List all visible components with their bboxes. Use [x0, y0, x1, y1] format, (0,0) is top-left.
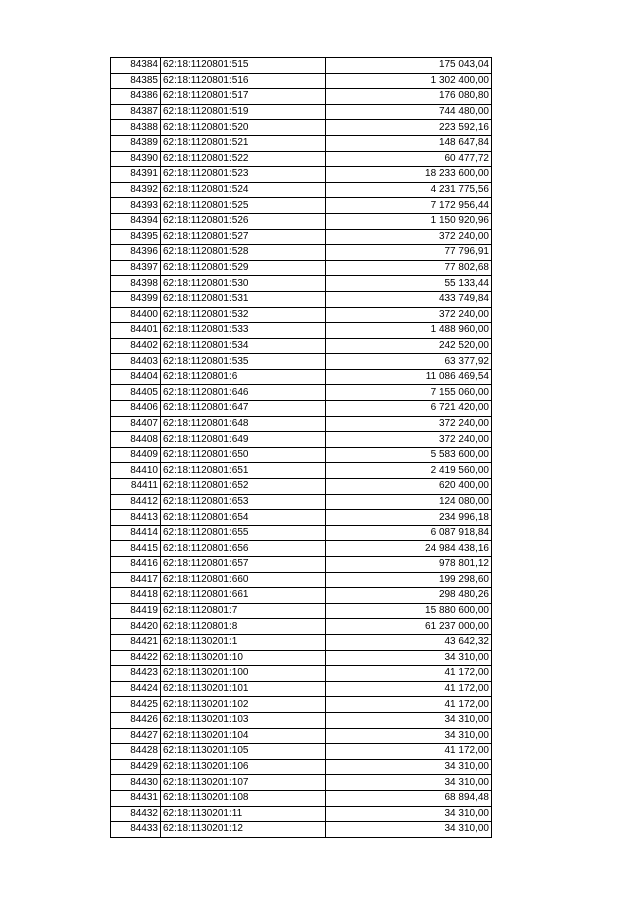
cadastral-number-cell: 62:18:1120801:656 [161, 541, 326, 557]
table-row [111, 712, 492, 728]
cadastral-number-cell: 62:18:1120801:7 [161, 603, 326, 619]
row-number-cell: 84425 [111, 697, 161, 713]
row-number-cell: 84417 [111, 572, 161, 588]
row-number-cell: 84429 [111, 759, 161, 775]
table-row [111, 354, 492, 370]
cadastral-value-cell: 978 801,12 [326, 557, 492, 573]
cadastral-value-cell: 34 310,00 [326, 712, 492, 728]
cadastral-number-cell: 62:18:1120801:520 [161, 120, 326, 136]
cadastral-number-cell: 62:18:1120801:526 [161, 213, 326, 229]
cadastral-number-cell: 62:18:1120801:8 [161, 619, 326, 635]
row-number-cell: 84424 [111, 681, 161, 697]
cadastral-number-cell: 62:18:1120801:653 [161, 494, 326, 510]
cadastral-value-cell: 43 642,32 [326, 634, 492, 650]
cadastral-number-cell: 62:18:1120801:519 [161, 104, 326, 120]
table-row [111, 463, 492, 479]
cadastral-number-cell: 62:18:1120801:6 [161, 369, 326, 385]
cadastral-value-cell: 41 172,00 [326, 681, 492, 697]
cadastral-number-cell: 62:18:1120801:654 [161, 510, 326, 526]
row-number-cell: 84384 [111, 58, 161, 74]
cadastral-value-cell: 34 310,00 [326, 728, 492, 744]
cadastral-value-cell: 34 310,00 [326, 775, 492, 791]
row-number-cell: 84421 [111, 634, 161, 650]
table-row [111, 479, 492, 495]
row-number-cell: 84405 [111, 385, 161, 401]
cadastral-value-cell: 1 150 920,96 [326, 213, 492, 229]
row-number-cell: 84407 [111, 416, 161, 432]
table-row [111, 494, 492, 510]
row-number-cell: 84400 [111, 307, 161, 323]
table-row [111, 369, 492, 385]
row-number-cell: 84419 [111, 603, 161, 619]
table-row [111, 182, 492, 198]
row-number-cell: 84416 [111, 557, 161, 573]
cadastral-value-cell: 6 087 918,84 [326, 525, 492, 541]
cadastral-number-cell: 62:18:1120801:655 [161, 525, 326, 541]
row-number-cell: 84403 [111, 354, 161, 370]
row-number-cell: 84420 [111, 619, 161, 635]
table-row [111, 323, 492, 339]
cadastral-number-cell: 62:18:1120801:532 [161, 307, 326, 323]
row-number-cell: 84426 [111, 712, 161, 728]
cadastral-value-cell: 34 310,00 [326, 650, 492, 666]
table-row [111, 291, 492, 307]
row-number-cell: 84404 [111, 369, 161, 385]
table-row [111, 104, 492, 120]
row-number-cell: 84432 [111, 806, 161, 822]
cadastral-number-cell: 62:18:1120801:646 [161, 385, 326, 401]
row-number-cell: 84395 [111, 229, 161, 245]
row-number-cell: 84412 [111, 494, 161, 510]
row-number-cell: 84386 [111, 89, 161, 105]
cadastral-value-cell: 18 233 600,00 [326, 167, 492, 183]
row-number-cell: 84406 [111, 401, 161, 417]
table-row [111, 510, 492, 526]
cadastral-number-cell: 62:18:1120801:516 [161, 73, 326, 89]
row-number-cell: 84415 [111, 541, 161, 557]
cadastral-value-cell: 68 894,48 [326, 790, 492, 806]
table-row [111, 806, 492, 822]
cadastral-number-cell: 62:18:1120801:517 [161, 89, 326, 105]
table-row [111, 572, 492, 588]
cadastral-value-cell: 372 240,00 [326, 307, 492, 323]
table-row [111, 603, 492, 619]
cadastral-value-cell: 223 592,16 [326, 120, 492, 136]
table-row [111, 759, 492, 775]
table-row [111, 385, 492, 401]
cadastral-number-cell: 62:18:1120801:529 [161, 260, 326, 276]
table-row [111, 634, 492, 650]
cadastral-value-cell: 620 400,00 [326, 479, 492, 495]
cadastral-value-cell: 199 298,60 [326, 572, 492, 588]
cadastral-value-cell: 41 172,00 [326, 666, 492, 682]
row-number-cell: 84396 [111, 245, 161, 261]
cadastral-value-cell: 60 477,72 [326, 151, 492, 167]
row-number-cell: 84411 [111, 479, 161, 495]
table-row [111, 588, 492, 604]
cadastral-number-cell: 62:18:1120801:515 [161, 58, 326, 74]
cadastral-value-cell: 433 749,84 [326, 291, 492, 307]
cadastral-number-cell: 62:18:1120801:651 [161, 463, 326, 479]
table-row [111, 58, 492, 74]
table-row [111, 666, 492, 682]
row-number-cell: 84393 [111, 198, 161, 214]
table-row [111, 728, 492, 744]
cadastral-number-cell: 62:18:1130201:108 [161, 790, 326, 806]
table-row [111, 541, 492, 557]
cadastral-value-cell: 176 080,80 [326, 89, 492, 105]
cadastral-number-cell: 62:18:1130201:107 [161, 775, 326, 791]
table-row [111, 525, 492, 541]
table-body [111, 58, 492, 838]
cadastral-number-cell: 62:18:1120801:527 [161, 229, 326, 245]
row-number-cell: 84388 [111, 120, 161, 136]
table-row [111, 213, 492, 229]
row-number-cell: 84385 [111, 73, 161, 89]
cadastral-number-cell: 62:18:1130201:105 [161, 744, 326, 760]
cadastral-value-cell: 61 237 000,00 [326, 619, 492, 635]
cadastral-number-cell: 62:18:1130201:104 [161, 728, 326, 744]
cadastral-value-cell: 234 996,18 [326, 510, 492, 526]
table-row [111, 681, 492, 697]
cadastral-value-cell: 4 231 775,56 [326, 182, 492, 198]
cadastral-value-cell: 34 310,00 [326, 822, 492, 838]
cadastral-value-cell: 1 488 960,00 [326, 323, 492, 339]
cadastral-number-cell: 62:18:1120801:522 [161, 151, 326, 167]
cadastral-number-cell: 62:18:1120801:523 [161, 167, 326, 183]
cadastral-number-cell: 62:18:1120801:534 [161, 338, 326, 354]
row-number-cell: 84392 [111, 182, 161, 198]
cadastral-number-cell: 62:18:1120801:521 [161, 135, 326, 151]
row-number-cell: 84418 [111, 588, 161, 604]
cadastral-number-cell: 62:18:1130201:102 [161, 697, 326, 713]
cadastral-value-cell: 77 802,68 [326, 260, 492, 276]
cadastral-value-cell: 124 080,00 [326, 494, 492, 510]
cadastral-value-cell: 372 240,00 [326, 229, 492, 245]
cadastral-value-cell: 7 172 956,44 [326, 198, 492, 214]
row-number-cell: 84401 [111, 323, 161, 339]
table-row [111, 307, 492, 323]
row-number-cell: 84390 [111, 151, 161, 167]
cadastral-value-cell: 24 984 438,16 [326, 541, 492, 557]
cadastral-number-cell: 62:18:1120801:524 [161, 182, 326, 198]
cadastral-number-cell: 62:18:1130201:106 [161, 759, 326, 775]
cadastral-number-cell: 62:18:1120801:530 [161, 276, 326, 292]
cadastral-number-cell: 62:18:1120801:533 [161, 323, 326, 339]
cadastral-number-cell: 62:18:1120801:649 [161, 432, 326, 448]
row-number-cell: 84423 [111, 666, 161, 682]
row-number-cell: 84402 [111, 338, 161, 354]
cadastral-value-cell: 41 172,00 [326, 697, 492, 713]
cadastral-value-cell: 41 172,00 [326, 744, 492, 760]
cadastral-value-cell: 15 880 600,00 [326, 603, 492, 619]
cadastral-value-cell: 372 240,00 [326, 432, 492, 448]
cadastral-value-cell: 2 419 560,00 [326, 463, 492, 479]
cadastral-number-cell: 62:18:1120801:661 [161, 588, 326, 604]
table-row [111, 89, 492, 105]
cadastral-number-cell: 62:18:1120801:531 [161, 291, 326, 307]
row-number-cell: 84389 [111, 135, 161, 151]
row-number-cell: 84413 [111, 510, 161, 526]
table-row [111, 416, 492, 432]
cadastral-number-cell: 62:18:1120801:657 [161, 557, 326, 573]
table-row [111, 447, 492, 463]
cadastral-number-cell: 62:18:1130201:1 [161, 634, 326, 650]
table-row [111, 744, 492, 760]
table-row [111, 432, 492, 448]
row-number-cell: 84433 [111, 822, 161, 838]
row-number-cell: 84430 [111, 775, 161, 791]
cadastral-number-cell: 62:18:1120801:660 [161, 572, 326, 588]
table-row [111, 401, 492, 417]
table-row [111, 650, 492, 666]
table-row [111, 557, 492, 573]
row-number-cell: 84428 [111, 744, 161, 760]
table-row [111, 338, 492, 354]
cadastral-value-cell: 63 377,92 [326, 354, 492, 370]
table-row [111, 260, 492, 276]
table-row [111, 151, 492, 167]
row-number-cell: 84422 [111, 650, 161, 666]
row-number-cell: 84414 [111, 525, 161, 541]
table-row [111, 822, 492, 838]
cadastral-number-cell: 62:18:1130201:11 [161, 806, 326, 822]
cadastral-value-cell: 34 310,00 [326, 806, 492, 822]
row-number-cell: 84427 [111, 728, 161, 744]
cadastral-value-cell: 298 480,26 [326, 588, 492, 604]
row-number-cell: 84397 [111, 260, 161, 276]
cadastral-number-cell: 62:18:1130201:12 [161, 822, 326, 838]
cadastral-number-cell: 62:18:1120801:525 [161, 198, 326, 214]
cadastral-value-cell: 55 133,44 [326, 276, 492, 292]
cadastral-number-cell: 62:18:1120801:652 [161, 479, 326, 495]
cadastral-value-cell: 372 240,00 [326, 416, 492, 432]
cadastral-number-cell: 62:18:1120801:647 [161, 401, 326, 417]
cadastral-value-cell: 1 302 400,00 [326, 73, 492, 89]
row-number-cell: 84391 [111, 167, 161, 183]
cadastral-number-cell: 62:18:1130201:10 [161, 650, 326, 666]
table-row [111, 229, 492, 245]
cadastral-value-cell: 34 310,00 [326, 759, 492, 775]
cadastral-number-cell: 62:18:1130201:100 [161, 666, 326, 682]
table-row [111, 120, 492, 136]
row-number-cell: 84387 [111, 104, 161, 120]
cadastral-value-table [110, 57, 492, 838]
cadastral-value-cell: 5 583 600,00 [326, 447, 492, 463]
cadastral-value-cell: 6 721 420,00 [326, 401, 492, 417]
cadastral-number-cell: 62:18:1120801:650 [161, 447, 326, 463]
cadastral-value-cell: 175 043,04 [326, 58, 492, 74]
table-row [111, 135, 492, 151]
table-row [111, 73, 492, 89]
row-number-cell: 84399 [111, 291, 161, 307]
row-number-cell: 84394 [111, 213, 161, 229]
cadastral-value-cell: 148 647,84 [326, 135, 492, 151]
row-number-cell: 84409 [111, 447, 161, 463]
cadastral-number-cell: 62:18:1130201:103 [161, 712, 326, 728]
row-number-cell: 84431 [111, 790, 161, 806]
table-row [111, 775, 492, 791]
table-row [111, 276, 492, 292]
row-number-cell: 84410 [111, 463, 161, 479]
cadastral-value-cell: 77 796,91 [326, 245, 492, 261]
table-row [111, 790, 492, 806]
cadastral-number-cell: 62:18:1120801:528 [161, 245, 326, 261]
cadastral-number-cell: 62:18:1120801:648 [161, 416, 326, 432]
table-row [111, 198, 492, 214]
table-row [111, 697, 492, 713]
cadastral-value-cell: 744 480,00 [326, 104, 492, 120]
cadastral-value-cell: 11 086 469,54 [326, 369, 492, 385]
table-row [111, 619, 492, 635]
row-number-cell: 84408 [111, 432, 161, 448]
cadastral-value-cell: 242 520,00 [326, 338, 492, 354]
table-row [111, 167, 492, 183]
cadastral-number-cell: 62:18:1130201:101 [161, 681, 326, 697]
row-number-cell: 84398 [111, 276, 161, 292]
cadastral-number-cell: 62:18:1120801:535 [161, 354, 326, 370]
table-row [111, 245, 492, 261]
cadastral-value-cell: 7 155 060,00 [326, 385, 492, 401]
